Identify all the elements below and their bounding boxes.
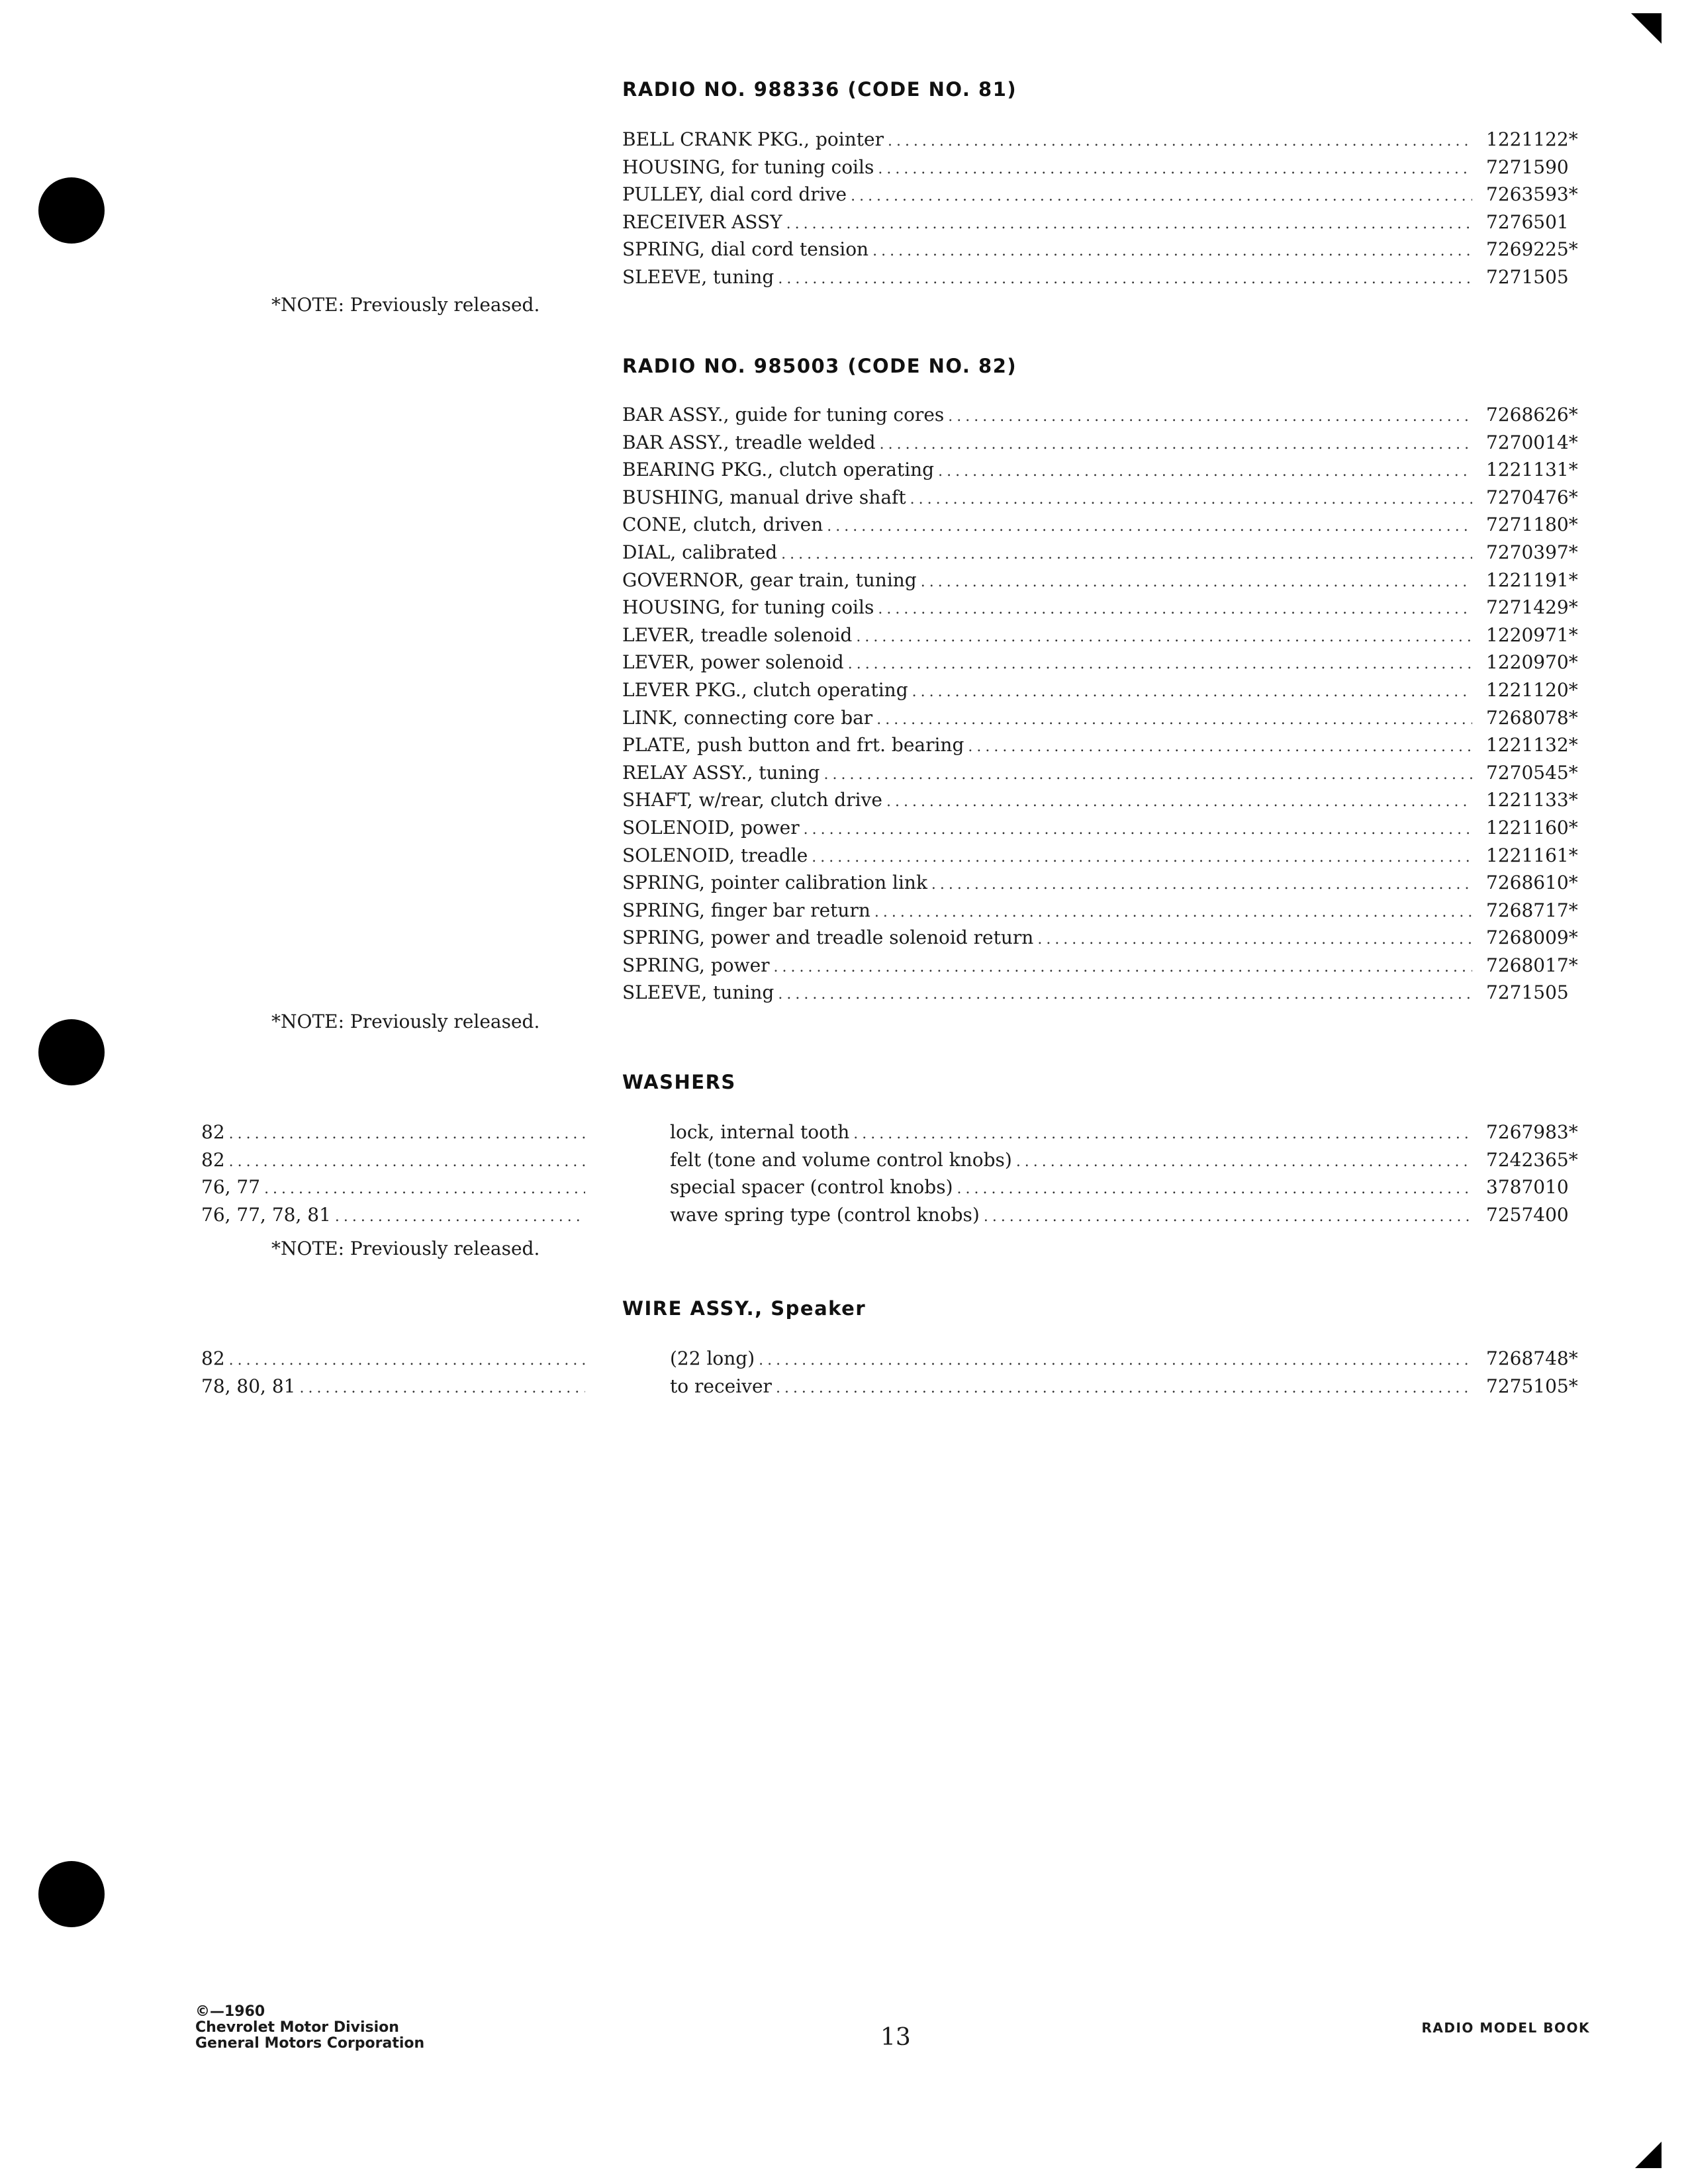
part-row	[622, 759, 1595, 787]
part-number: 1221122*	[1486, 128, 1578, 150]
leader-dots	[778, 265, 1472, 293]
leader-dots	[786, 210, 1472, 238]
part-name: SOLENOID, power	[622, 816, 800, 839]
section-heading-radio-985003: RADIO NO. 985003 (CODE NO. 82)	[622, 355, 1017, 377]
part-number: 7271505	[1486, 981, 1569, 1004]
part-name: SLEEVE, tuning	[622, 981, 774, 1004]
part-name: LINK, connecting core bar	[622, 706, 873, 729]
part-name: SPRING, power	[622, 954, 770, 976]
leader-dots	[823, 761, 1472, 789]
leader-dots	[804, 816, 1472, 844]
part-row	[622, 594, 1595, 621]
corner-mark-top-right	[1631, 13, 1662, 44]
leader-dots	[778, 981, 1472, 1009]
part-row	[622, 704, 1595, 732]
part-number: 7268078*	[1486, 706, 1578, 729]
part-name: SPRING, power and treadle solenoid return	[622, 927, 1034, 949]
model-row	[201, 1345, 585, 1373]
leader-dots	[776, 1375, 1472, 1402]
part-name: wave spring type (control knobs)	[670, 1203, 980, 1226]
leader-dots	[888, 128, 1472, 156]
leader-dots	[957, 1175, 1473, 1203]
part-row	[622, 456, 1595, 484]
model-codes: 78, 80, 81	[201, 1375, 296, 1397]
section-heading-wire-assy: WIRE ASSY., Speaker	[622, 1297, 867, 1320]
part-number: 1220970*	[1486, 651, 1578, 674]
leader-dots	[300, 1375, 586, 1402]
part-number: 7270476*	[1486, 486, 1578, 508]
part-number: 7267983*	[1486, 1121, 1578, 1143]
book-title: RADIO MODEL BOOK	[1421, 2020, 1590, 2036]
part-row	[670, 1201, 1595, 1229]
part-name: SPRING, pointer calibration link	[622, 872, 927, 894]
leader-dots	[759, 1347, 1472, 1375]
part-row	[622, 484, 1595, 512]
corporation-line: General Motors Corporation	[195, 2035, 425, 2052]
leader-dots	[872, 238, 1472, 265]
leader-dots	[874, 899, 1472, 927]
note-previously-released: *NOTE: Previously released.	[271, 1238, 540, 1259]
part-row	[622, 621, 1595, 649]
model-row	[201, 1173, 585, 1201]
binder-hole-top	[38, 177, 105, 244]
leader-dots	[880, 431, 1472, 459]
part-number: 7268626*	[1486, 404, 1578, 426]
part-name: RECEIVER ASSY	[622, 210, 782, 233]
part-name: special spacer (control knobs)	[670, 1176, 953, 1199]
part-name: RELAY ASSY., tuning	[622, 761, 820, 784]
parts-list-wire-assy	[670, 1345, 1595, 1400]
leader-dots	[938, 458, 1472, 486]
part-number: 7269225*	[1486, 238, 1578, 261]
leader-dots	[878, 596, 1472, 623]
part-row	[622, 236, 1595, 263]
part-number: 7268748*	[1486, 1347, 1578, 1369]
corner-mark-bottom-right	[1635, 2142, 1662, 2168]
part-row	[622, 814, 1595, 842]
part-number: 7268610*	[1486, 872, 1578, 894]
section-heading-radio-988336: RADIO NO. 988336 (CODE NO. 81)	[622, 78, 1017, 101]
part-row	[622, 401, 1595, 429]
parts-list-radio-988336	[622, 126, 1595, 291]
part-number: 7271180*	[1486, 514, 1578, 536]
part-number: 7275105*	[1486, 1375, 1578, 1397]
leader-dots	[853, 1120, 1472, 1148]
model-codes: 82	[201, 1121, 225, 1143]
part-row	[622, 979, 1595, 1007]
model-row	[201, 1146, 585, 1174]
part-number: 1221161*	[1486, 844, 1578, 866]
parts-list-washers	[670, 1118, 1595, 1228]
leader-dots	[1016, 1148, 1472, 1176]
part-name: BUSHING, manual drive shaft	[622, 486, 906, 508]
part-number: 3787010	[1486, 1176, 1569, 1199]
binder-hole-bottom	[38, 1861, 105, 1927]
leader-dots	[968, 733, 1472, 761]
leader-dots	[827, 513, 1472, 541]
part-name: BAR ASSY., guide for tuning cores	[622, 404, 945, 426]
part-number: 7271429*	[1486, 596, 1578, 619]
part-name: SPRING, dial cord tension	[622, 238, 869, 261]
part-row	[670, 1118, 1595, 1146]
part-number: 7270014*	[1486, 431, 1578, 453]
part-row	[670, 1146, 1595, 1174]
part-name: PLATE, push button and frt. bearing	[622, 734, 964, 756]
part-row	[670, 1373, 1595, 1400]
note-previously-released: *NOTE: Previously released.	[271, 1011, 540, 1032]
leader-dots	[335, 1203, 585, 1231]
leader-dots	[931, 871, 1472, 899]
footer-publisher	[195, 2004, 424, 2052]
part-row	[622, 208, 1595, 236]
part-row	[670, 1173, 1595, 1201]
division-line: Chevrolet Motor Division	[195, 2019, 399, 2036]
part-name: SOLENOID, treadle	[622, 844, 808, 866]
part-row	[622, 154, 1595, 181]
parts-list-radio-985003	[622, 401, 1595, 1007]
part-name: SLEEVE, tuning	[622, 265, 774, 288]
leader-dots	[921, 569, 1472, 596]
part-number: 7270545*	[1486, 761, 1578, 784]
leader-dots	[229, 1347, 585, 1375]
part-name: felt (tone and volume control knobs)	[670, 1148, 1012, 1171]
leader-dots	[848, 651, 1472, 678]
leader-dots	[876, 706, 1472, 734]
section-heading-washers: WASHERS	[622, 1071, 736, 1093]
part-number: 7270397*	[1486, 541, 1578, 563]
part-name: BELL CRANK PKG., pointer	[622, 128, 884, 150]
part-row	[622, 181, 1595, 208]
part-name: SHAFT, w/rear, clutch drive	[622, 789, 882, 811]
part-row	[622, 263, 1595, 291]
part-name: PULLEY, dial cord drive	[622, 183, 847, 206]
leader-dots	[878, 156, 1472, 183]
binder-hole-middle	[38, 1019, 105, 1085]
leader-dots	[229, 1120, 585, 1148]
part-number: 1221132*	[1486, 734, 1578, 756]
part-row	[622, 842, 1595, 870]
part-name: LEVER, treadle solenoid	[622, 623, 853, 646]
leader-dots	[264, 1175, 585, 1203]
part-row	[622, 897, 1595, 925]
model-codes: 76, 77, 78, 81	[201, 1203, 331, 1226]
part-name: (22 long)	[670, 1347, 755, 1369]
part-row	[622, 126, 1595, 154]
leader-dots	[774, 954, 1472, 981]
part-name: lock, internal tooth	[670, 1121, 850, 1143]
leader-dots	[851, 183, 1472, 210]
part-row	[622, 539, 1595, 567]
leader-dots	[856, 623, 1472, 651]
part-row	[622, 786, 1595, 814]
part-row	[670, 1345, 1595, 1373]
leader-dots	[781, 541, 1472, 569]
part-number: 7257400	[1486, 1203, 1569, 1226]
leader-dots	[812, 844, 1472, 872]
part-name: CONE, clutch, driven	[622, 514, 823, 536]
part-name: HOUSING, for tuning coils	[622, 596, 874, 619]
part-name: DIAL, calibrated	[622, 541, 778, 563]
part-name: BEARING PKG., clutch operating	[622, 459, 935, 481]
model-list-washers	[201, 1118, 585, 1228]
model-list-wire-assy	[201, 1345, 585, 1400]
note-previously-released: *NOTE: Previously released.	[271, 294, 540, 316]
leader-dots	[229, 1148, 585, 1176]
page-number: 13	[880, 2024, 911, 2051]
part-row	[622, 731, 1595, 759]
part-row	[622, 567, 1595, 594]
part-name: SPRING, finger bar return	[622, 899, 870, 921]
part-number: 7263593*	[1486, 183, 1578, 206]
leader-dots	[910, 486, 1472, 514]
leader-dots	[1037, 926, 1472, 954]
part-number: 7268017*	[1486, 954, 1578, 976]
part-number: 1221160*	[1486, 816, 1578, 839]
part-number: 7268009*	[1486, 927, 1578, 949]
part-row	[622, 649, 1595, 676]
leader-dots	[984, 1203, 1472, 1231]
copyright-line: ©—1960	[195, 2003, 265, 2020]
part-name: BAR ASSY., treadle welded	[622, 431, 876, 453]
part-name: LEVER, power solenoid	[622, 651, 844, 674]
part-number: 1221131*	[1486, 459, 1578, 481]
part-number: 7271590	[1486, 156, 1569, 178]
part-number: 7276501	[1486, 210, 1569, 233]
model-row	[201, 1373, 585, 1400]
part-number: 1220971*	[1486, 623, 1578, 646]
part-number: 7242365*	[1486, 1148, 1578, 1171]
model-codes: 82	[201, 1347, 225, 1369]
part-row	[622, 429, 1595, 457]
leader-dots	[886, 788, 1472, 816]
part-row	[622, 511, 1595, 539]
part-row	[622, 924, 1595, 952]
part-name: HOUSING, for tuning coils	[622, 156, 874, 178]
part-name: LEVER PKG., clutch operating	[622, 678, 908, 701]
part-number: 1221133*	[1486, 789, 1578, 811]
part-number: 7268717*	[1486, 899, 1578, 921]
part-row	[622, 869, 1595, 897]
part-number: 1221191*	[1486, 569, 1578, 591]
model-row	[201, 1201, 585, 1229]
leader-dots	[948, 403, 1472, 431]
model-row	[201, 1118, 585, 1146]
part-name: GOVERNOR, gear train, tuning	[622, 569, 917, 591]
part-row	[622, 676, 1595, 704]
part-row	[622, 952, 1595, 979]
part-name: to receiver	[670, 1375, 772, 1397]
leader-dots	[912, 678, 1472, 706]
model-codes: 76, 77	[201, 1176, 261, 1199]
part-number: 7271505	[1486, 265, 1569, 288]
part-number: 1221120*	[1486, 678, 1578, 701]
model-codes: 82	[201, 1148, 225, 1171]
